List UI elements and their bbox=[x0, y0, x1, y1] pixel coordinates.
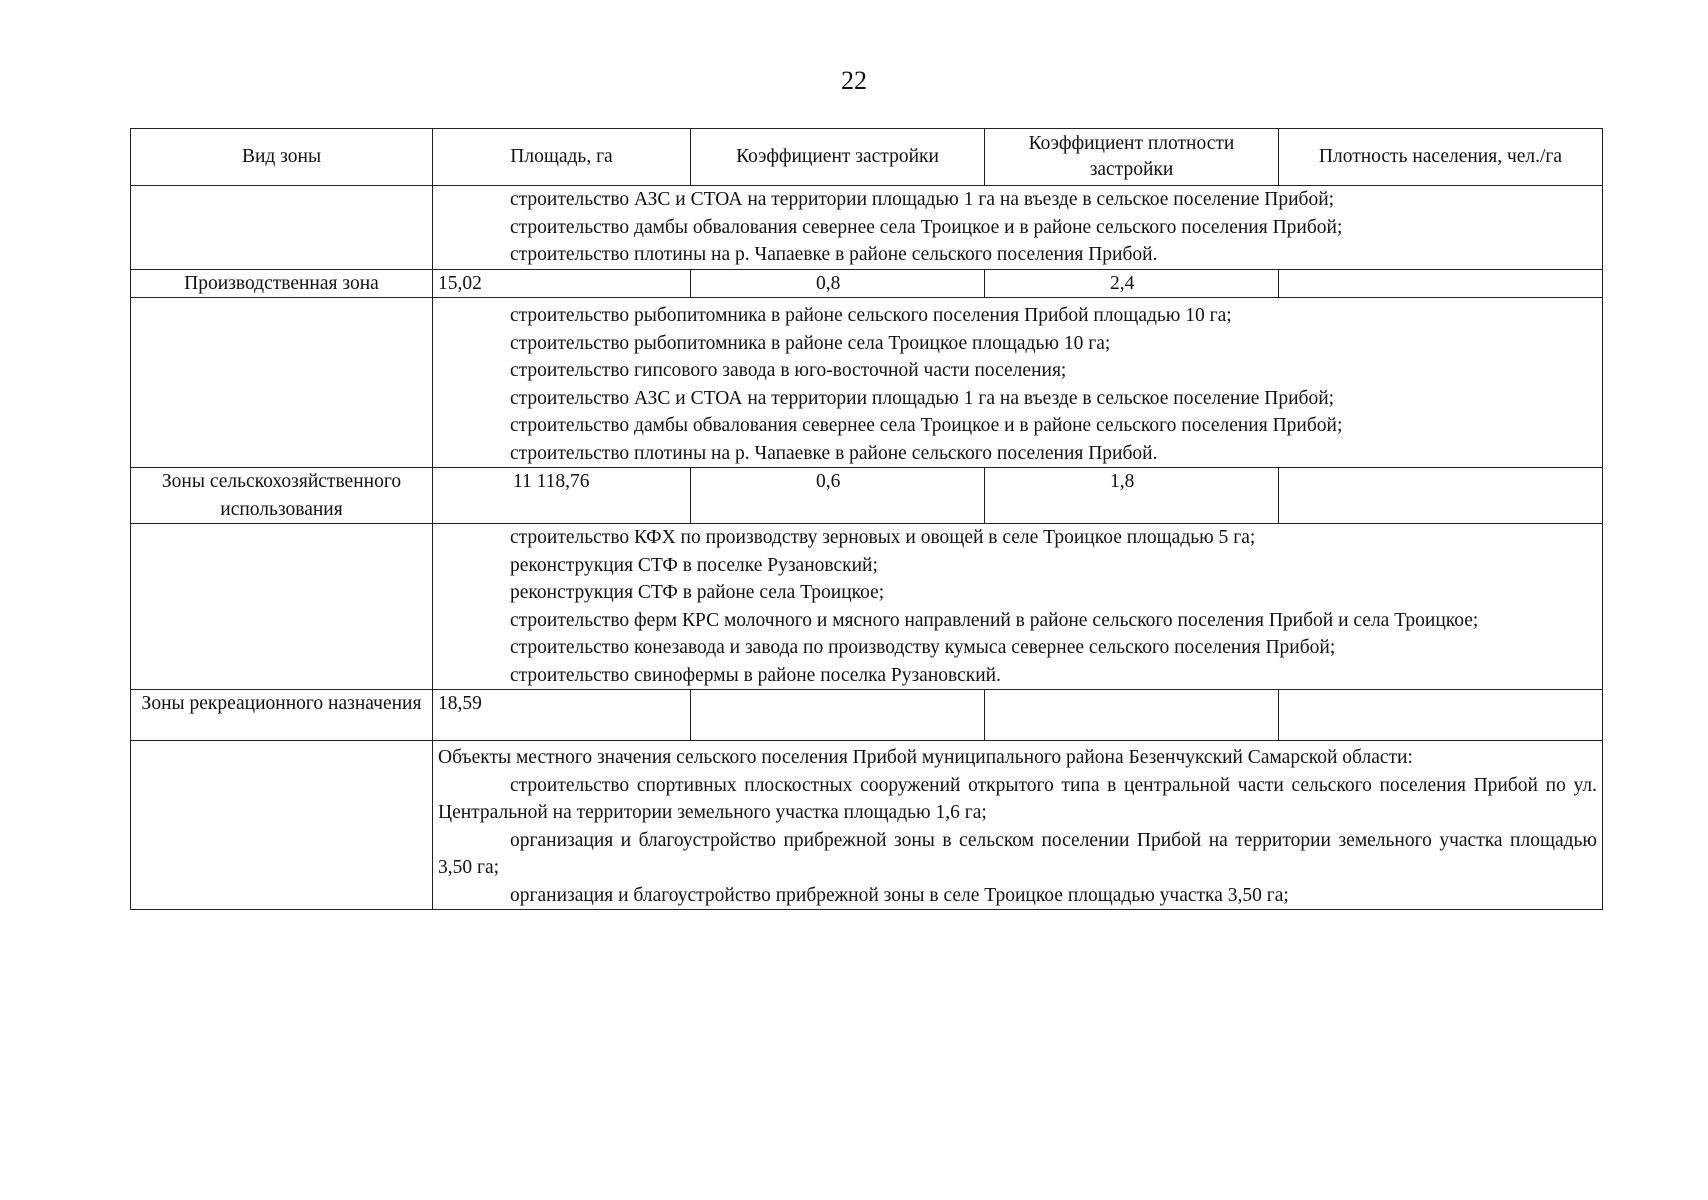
table-row bbox=[131, 269, 1603, 298]
density-coef bbox=[985, 690, 1279, 741]
population-density bbox=[1279, 269, 1603, 298]
empty-cell bbox=[131, 298, 433, 468]
zone-area: 15,02 bbox=[433, 269, 691, 298]
zone-name: Зоны рекреационного назначения bbox=[131, 690, 433, 741]
build-coef: 0,6 bbox=[691, 468, 985, 524]
zone-name: Зоны сельскохозяйственного использования bbox=[131, 468, 433, 524]
list-item: организация и благоустройство прибрежной зоны в селе Троицкое площадью участка 3,50 га; bbox=[510, 884, 1289, 906]
list-item: строительство рыбопитомника в районе сельского поселения Прибой площадью 10 га; bbox=[510, 305, 1232, 326]
description-cell bbox=[433, 524, 1603, 690]
table-row bbox=[131, 741, 1603, 910]
table-row bbox=[131, 468, 1603, 524]
table-row bbox=[131, 524, 1603, 690]
table-header-row bbox=[131, 129, 1603, 186]
build-coef: 0,8 bbox=[691, 269, 985, 298]
population-density bbox=[1279, 690, 1603, 741]
column-header-population-density: Плотность населения, чел./га bbox=[1279, 129, 1603, 186]
list-item: строительство АЗС и СТОА на территории площадью 1 га на въезде в сельское поселение Прибой; bbox=[510, 189, 1335, 210]
list-item: строительство ферм КРС молочного и мясного направлений в районе сельского поселения Прибой и села Троицкое; bbox=[510, 609, 1479, 631]
zone-area: 18,59 bbox=[433, 690, 691, 741]
density-coef: 1,8 bbox=[985, 468, 1279, 524]
column-header-density-coef: Коэффициент плотности застройки bbox=[985, 129, 1279, 186]
description-cell bbox=[433, 298, 1603, 468]
build-coef bbox=[691, 690, 985, 741]
empty-cell bbox=[131, 741, 433, 910]
population-density bbox=[1279, 468, 1603, 524]
table-row bbox=[131, 298, 1603, 468]
list-item: строительство дамбы обвалования севернее села Троицкое и в районе сельского поселения Прибой; bbox=[510, 415, 1343, 436]
description-cell bbox=[433, 741, 1603, 910]
table-row bbox=[131, 186, 1603, 270]
list-item: строительство дамбы обвалования севернее села Троицкое и в районе сельского поселения Прибой; bbox=[510, 216, 1343, 238]
density-coef: 2,4 bbox=[985, 269, 1279, 298]
section-intro: Объекты местного значения сельского поселения Прибой муниципального района Безенчукский Самарской области: bbox=[438, 747, 1413, 768]
zone-name: Производственная зона bbox=[131, 269, 433, 298]
column-header-area: Площадь, га bbox=[433, 129, 691, 186]
list-item: строительство конезавода и завода по производству кумыса севернее сельского поселения Прибой; bbox=[510, 637, 1336, 658]
list-item: строительство рыбопитомника в районе села Троицкое площадью 10 га; bbox=[510, 332, 1111, 354]
list-item: реконструкция СТФ в районе села Троицкое; bbox=[510, 582, 885, 603]
list-item: строительство АЗС и СТОА на территории площадью 1 га на въезде в сельское поселение Прибой; bbox=[510, 387, 1335, 409]
description-cell bbox=[433, 186, 1603, 270]
list-item: строительство свинофермы в районе поселка Рузановский. bbox=[510, 664, 1001, 686]
list-item: строительство плотины на р. Чапаевке в районе сельского поселения Прибой. bbox=[510, 244, 1158, 265]
zone-area: 11 118,76 bbox=[433, 468, 691, 524]
empty-cell bbox=[131, 186, 433, 270]
page-number: 22 bbox=[841, 66, 867, 95]
empty-cell bbox=[131, 524, 433, 690]
column-header-zone-type: Вид зоны bbox=[131, 129, 433, 186]
list-item: строительство гипсового завода в юго-восточной части поселения; bbox=[510, 360, 1067, 381]
list-item: строительство плотины на р. Чапаевке в районе сельского поселения Прибой. bbox=[510, 442, 1158, 464]
list-item: реконструкция СТФ в поселке Рузановский; bbox=[510, 554, 878, 576]
list-item: строительство КФХ по производству зерновых и овощей в селе Троицкое площадью 5 га; bbox=[510, 527, 1256, 548]
column-header-build-coef: Коэффициент застройки bbox=[691, 129, 985, 186]
zones-table bbox=[130, 128, 1603, 910]
list-item: организация и благоустройство прибрежной зоны в сельском поселении Прибой на территории земельного участка площадью 3,50 га; bbox=[438, 829, 1597, 878]
table-row bbox=[131, 690, 1603, 741]
list-item: строительство спортивных плоскостных сооружений открытого типа в центральной части сельского поселения Прибой по ул. Центральной на территории земельного участка площадью 1,6 га; bbox=[438, 774, 1597, 823]
